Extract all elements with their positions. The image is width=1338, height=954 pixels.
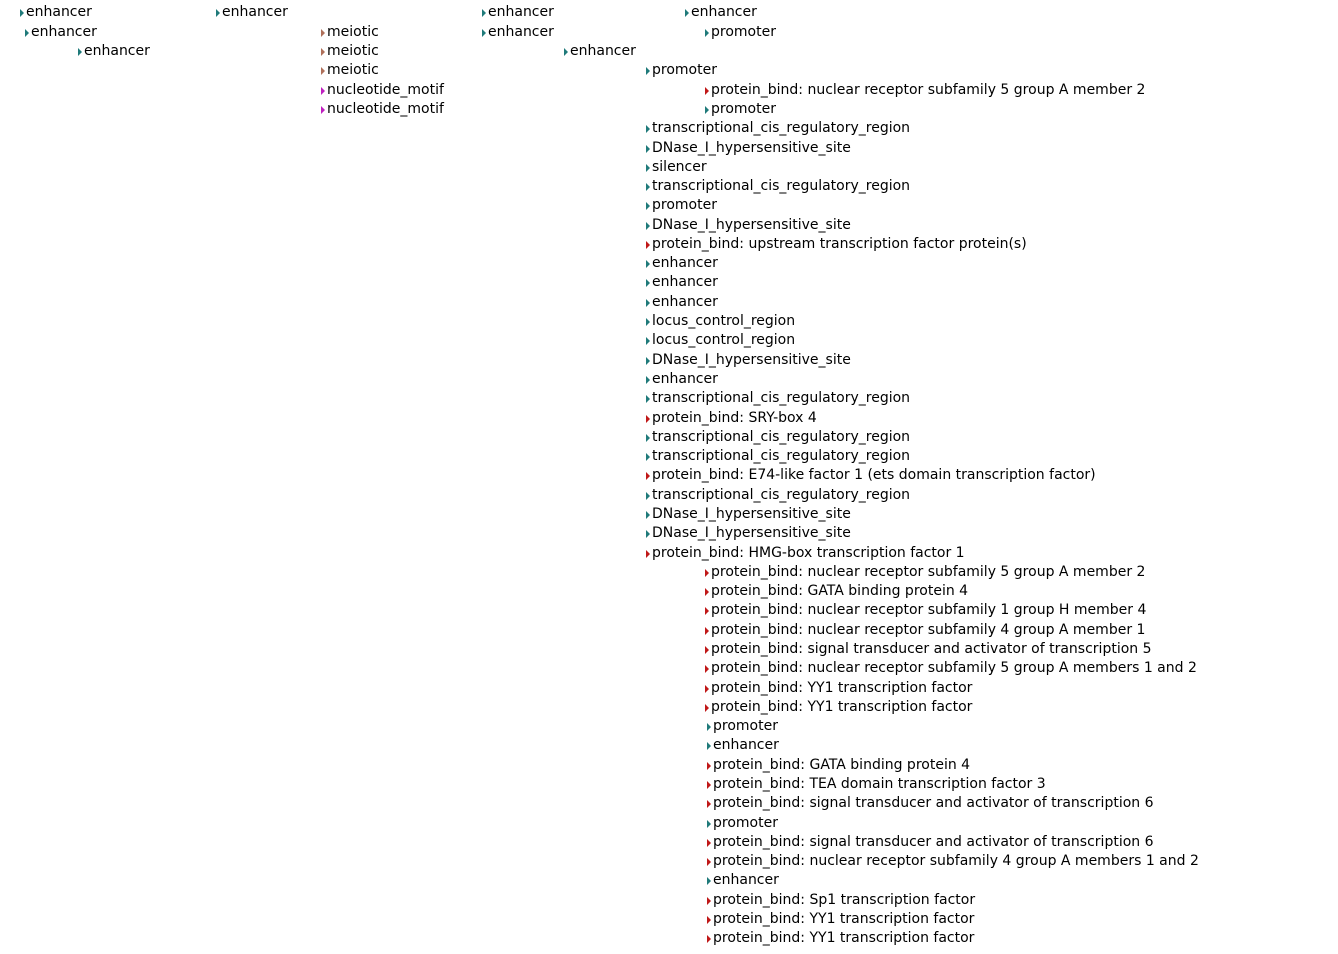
feature-label: protein_bind: upstream transcription factor protein(s) bbox=[652, 236, 1027, 252]
feature-item[interactable] bbox=[20, 3, 92, 22]
feature-item[interactable] bbox=[705, 23, 776, 42]
feature-label: protein_bind: signal transducer and activator of transcription 6 bbox=[713, 834, 1154, 850]
strand-arrow-icon bbox=[321, 87, 325, 95]
feature-label: protein_bind: nuclear receptor subfamily 1 group H member 4 bbox=[711, 602, 1147, 618]
feature-label: enhancer bbox=[652, 371, 718, 387]
feature-label: meiotic bbox=[327, 62, 379, 78]
feature-item[interactable] bbox=[321, 42, 379, 61]
feature-label: enhancer bbox=[652, 294, 718, 310]
feature-item[interactable] bbox=[646, 351, 851, 370]
strand-arrow-icon bbox=[646, 530, 650, 538]
feature-label: DNase_I_hypersensitive_site bbox=[652, 525, 851, 541]
strand-arrow-icon bbox=[646, 202, 650, 210]
feature-item[interactable] bbox=[646, 177, 910, 196]
feature-label: protein_bind: nuclear receptor subfamily 5 group A member 2 bbox=[711, 82, 1146, 98]
feature-item[interactable] bbox=[707, 910, 974, 929]
strand-arrow-icon bbox=[216, 9, 220, 17]
strand-arrow-icon bbox=[705, 704, 709, 712]
strand-arrow-icon bbox=[646, 222, 650, 230]
feature-item[interactable] bbox=[705, 659, 1197, 678]
strand-arrow-icon bbox=[685, 9, 689, 17]
feature-item[interactable] bbox=[646, 158, 707, 177]
strand-arrow-icon bbox=[646, 550, 650, 558]
feature-label: locus_control_region bbox=[652, 332, 796, 348]
feature-label: DNase_I_hypersensitive_site bbox=[652, 140, 851, 156]
strand-arrow-icon bbox=[646, 376, 650, 384]
strand-arrow-icon bbox=[707, 820, 711, 828]
feature-item[interactable] bbox=[216, 3, 288, 22]
strand-arrow-icon bbox=[321, 29, 325, 37]
strand-arrow-icon bbox=[707, 800, 711, 808]
feature-label: protein_bind: SRY-box 4 bbox=[652, 410, 817, 426]
strand-arrow-icon bbox=[646, 453, 650, 461]
strand-arrow-icon bbox=[482, 9, 486, 17]
feature-label: protein_bind: YY1 transcription factor bbox=[711, 699, 973, 715]
strand-arrow-icon bbox=[646, 260, 650, 268]
strand-arrow-icon bbox=[707, 916, 711, 924]
feature-label: enhancer bbox=[652, 274, 718, 290]
feature-item[interactable] bbox=[705, 621, 1145, 640]
feature-item[interactable] bbox=[646, 254, 718, 273]
feature-item[interactable] bbox=[707, 717, 778, 736]
strand-arrow-icon bbox=[646, 492, 650, 500]
feature-label: protein_bind: GATA binding protein 4 bbox=[713, 757, 971, 773]
feature-item[interactable] bbox=[685, 3, 757, 22]
feature-item[interactable] bbox=[646, 370, 718, 389]
strand-arrow-icon bbox=[646, 299, 650, 307]
feature-item[interactable] bbox=[707, 929, 974, 948]
strand-arrow-icon bbox=[646, 145, 650, 153]
feature-label: enhancer bbox=[570, 43, 636, 59]
strand-arrow-icon bbox=[707, 935, 711, 943]
strand-arrow-icon bbox=[646, 337, 650, 345]
feature-item[interactable] bbox=[705, 563, 1145, 582]
strand-arrow-icon bbox=[707, 858, 711, 866]
feature-label: meiotic bbox=[327, 43, 379, 59]
feature-label: nucleotide_motif bbox=[327, 101, 444, 117]
feature-item[interactable] bbox=[564, 42, 636, 61]
strand-arrow-icon bbox=[707, 742, 711, 750]
feature-label: promoter bbox=[713, 718, 778, 734]
strand-arrow-icon bbox=[646, 183, 650, 191]
feature-label: enhancer bbox=[713, 737, 779, 753]
strand-arrow-icon bbox=[646, 279, 650, 287]
feature-item[interactable] bbox=[705, 100, 776, 119]
feature-label: protein_bind: nuclear receptor subfamily 4 group A member 1 bbox=[711, 622, 1146, 638]
strand-arrow-icon bbox=[321, 67, 325, 75]
feature-item[interactable] bbox=[707, 736, 779, 755]
feature-label: enhancer bbox=[84, 43, 150, 59]
strand-arrow-icon bbox=[646, 472, 650, 480]
feature-label: transcriptional_cis_regulatory_region bbox=[652, 390, 911, 406]
feature-item[interactable] bbox=[321, 100, 444, 119]
strand-arrow-icon bbox=[707, 877, 711, 885]
strand-arrow-icon bbox=[646, 318, 650, 326]
feature-item[interactable] bbox=[646, 196, 717, 215]
feature-item[interactable] bbox=[646, 544, 965, 563]
strand-arrow-icon bbox=[482, 29, 486, 37]
feature-item[interactable] bbox=[707, 833, 1154, 852]
strand-arrow-icon bbox=[646, 415, 650, 423]
feature-label: protein_bind: signal transducer and activator of transcription 6 bbox=[713, 795, 1154, 811]
feature-item[interactable] bbox=[705, 679, 972, 698]
feature-item[interactable] bbox=[646, 273, 718, 292]
feature-item[interactable] bbox=[646, 486, 910, 505]
feature-label: protein_bind: YY1 transcription factor bbox=[711, 680, 973, 696]
feature-label: enhancer bbox=[713, 872, 779, 888]
strand-arrow-icon bbox=[321, 106, 325, 114]
strand-arrow-icon bbox=[705, 646, 709, 654]
feature-item[interactable] bbox=[646, 61, 717, 80]
feature-label: promoter bbox=[652, 197, 717, 213]
feature-item[interactable] bbox=[646, 389, 910, 408]
strand-arrow-icon bbox=[705, 627, 709, 635]
strand-arrow-icon bbox=[646, 511, 650, 519]
feature-label: protein_bind: YY1 transcription factor bbox=[713, 911, 975, 927]
feature-label: nucleotide_motif bbox=[327, 82, 444, 98]
feature-item[interactable] bbox=[482, 23, 554, 42]
feature-item[interactable] bbox=[707, 794, 1154, 813]
feature-item[interactable] bbox=[707, 756, 970, 775]
feature-item[interactable] bbox=[646, 428, 910, 447]
strand-arrow-icon bbox=[20, 9, 24, 17]
feature-label: protein_bind: E74-like factor 1 (ets domain transcription factor) bbox=[652, 467, 1096, 483]
feature-label: protein_bind: GATA binding protein 4 bbox=[711, 583, 969, 599]
feature-label: silencer bbox=[652, 159, 707, 175]
feature-item[interactable] bbox=[707, 871, 779, 890]
feature-item[interactable] bbox=[321, 61, 379, 80]
feature-item[interactable] bbox=[646, 505, 851, 524]
feature-label: transcriptional_cis_regulatory_region bbox=[652, 487, 911, 503]
feature-label: enhancer bbox=[26, 4, 92, 20]
feature-label: protein_bind: nuclear receptor subfamily 4 group A members 1 and 2 bbox=[713, 853, 1199, 869]
strand-arrow-icon bbox=[705, 87, 709, 95]
strand-arrow-icon bbox=[705, 607, 709, 615]
strand-arrow-icon bbox=[78, 48, 82, 56]
strand-arrow-icon bbox=[25, 29, 29, 37]
feature-item[interactable] bbox=[646, 235, 1027, 254]
feature-label: transcriptional_cis_regulatory_region bbox=[652, 120, 911, 136]
strand-arrow-icon bbox=[646, 164, 650, 172]
feature-label: DNase_I_hypersensitive_site bbox=[652, 352, 851, 368]
feature-label: DNase_I_hypersensitive_site bbox=[652, 506, 851, 522]
strand-arrow-icon bbox=[707, 897, 711, 905]
strand-arrow-icon bbox=[705, 569, 709, 577]
strand-arrow-icon bbox=[705, 106, 709, 114]
feature-item[interactable] bbox=[482, 3, 554, 22]
feature-item[interactable] bbox=[705, 698, 972, 717]
feature-label: promoter bbox=[652, 62, 717, 78]
feature-label: meiotic bbox=[327, 24, 379, 40]
feature-label: transcriptional_cis_regulatory_region bbox=[652, 429, 911, 445]
strand-arrow-icon bbox=[646, 395, 650, 403]
feature-item[interactable] bbox=[25, 23, 97, 42]
feature-label: protein_bind: YY1 transcription factor bbox=[713, 930, 975, 946]
feature-item[interactable] bbox=[646, 216, 851, 235]
feature-item[interactable] bbox=[646, 331, 795, 350]
feature-item[interactable] bbox=[646, 524, 851, 543]
feature-label: enhancer bbox=[222, 4, 288, 20]
strand-arrow-icon bbox=[707, 839, 711, 847]
feature-label: promoter bbox=[711, 24, 776, 40]
feature-label: promoter bbox=[713, 815, 778, 831]
feature-label: DNase_I_hypersensitive_site bbox=[652, 217, 851, 233]
feature-item[interactable] bbox=[705, 582, 968, 601]
feature-item[interactable] bbox=[78, 42, 150, 61]
feature-item[interactable] bbox=[321, 23, 379, 42]
feature-label: protein_bind: TEA domain transcription factor 3 bbox=[713, 776, 1046, 792]
feature-label: enhancer bbox=[31, 24, 97, 40]
feature-label: protein_bind: Sp1 transcription factor bbox=[713, 892, 976, 908]
strand-arrow-icon bbox=[646, 241, 650, 249]
feature-label: promoter bbox=[711, 101, 776, 117]
feature-label: enhancer bbox=[488, 4, 554, 20]
feature-item[interactable] bbox=[705, 601, 1146, 620]
feature-item[interactable] bbox=[646, 447, 910, 466]
feature-item[interactable] bbox=[646, 409, 817, 428]
feature-label: transcriptional_cis_regulatory_region bbox=[652, 448, 911, 464]
feature-label: enhancer bbox=[652, 255, 718, 271]
feature-label: transcriptional_cis_regulatory_region bbox=[652, 178, 911, 194]
strand-arrow-icon bbox=[707, 762, 711, 770]
feature-item[interactable] bbox=[705, 640, 1152, 659]
strand-arrow-icon bbox=[321, 48, 325, 56]
feature-item[interactable] bbox=[321, 81, 444, 100]
feature-item[interactable] bbox=[646, 119, 910, 138]
feature-item[interactable] bbox=[646, 293, 718, 312]
strand-arrow-icon bbox=[705, 665, 709, 673]
strand-arrow-icon bbox=[646, 357, 650, 365]
strand-arrow-icon bbox=[707, 723, 711, 731]
feature-item[interactable] bbox=[646, 312, 795, 331]
feature-item[interactable] bbox=[707, 775, 1046, 794]
strand-arrow-icon bbox=[564, 48, 568, 56]
strand-arrow-icon bbox=[705, 685, 709, 693]
feature-label: protein_bind: nuclear receptor subfamily 5 group A member 2 bbox=[711, 564, 1146, 580]
strand-arrow-icon bbox=[707, 781, 711, 789]
strand-arrow-icon bbox=[705, 588, 709, 596]
feature-item[interactable] bbox=[646, 466, 1096, 485]
feature-label: protein_bind: HMG-box transcription factor 1 bbox=[652, 545, 965, 561]
strand-arrow-icon bbox=[646, 67, 650, 75]
feature-item[interactable] bbox=[707, 852, 1199, 871]
feature-label: locus_control_region bbox=[652, 313, 796, 329]
feature-item[interactable] bbox=[705, 81, 1145, 100]
feature-item[interactable] bbox=[707, 814, 778, 833]
strand-arrow-icon bbox=[646, 125, 650, 133]
feature-label: protein_bind: signal transducer and activator of transcription 5 bbox=[711, 641, 1152, 657]
feature-label: protein_bind: nuclear receptor subfamily 5 group A members 1 and 2 bbox=[711, 660, 1197, 676]
strand-arrow-icon bbox=[646, 434, 650, 442]
feature-label: enhancer bbox=[691, 4, 757, 20]
feature-item[interactable] bbox=[646, 139, 851, 158]
feature-item[interactable] bbox=[707, 891, 975, 910]
feature-label: enhancer bbox=[488, 24, 554, 40]
strand-arrow-icon bbox=[705, 29, 709, 37]
